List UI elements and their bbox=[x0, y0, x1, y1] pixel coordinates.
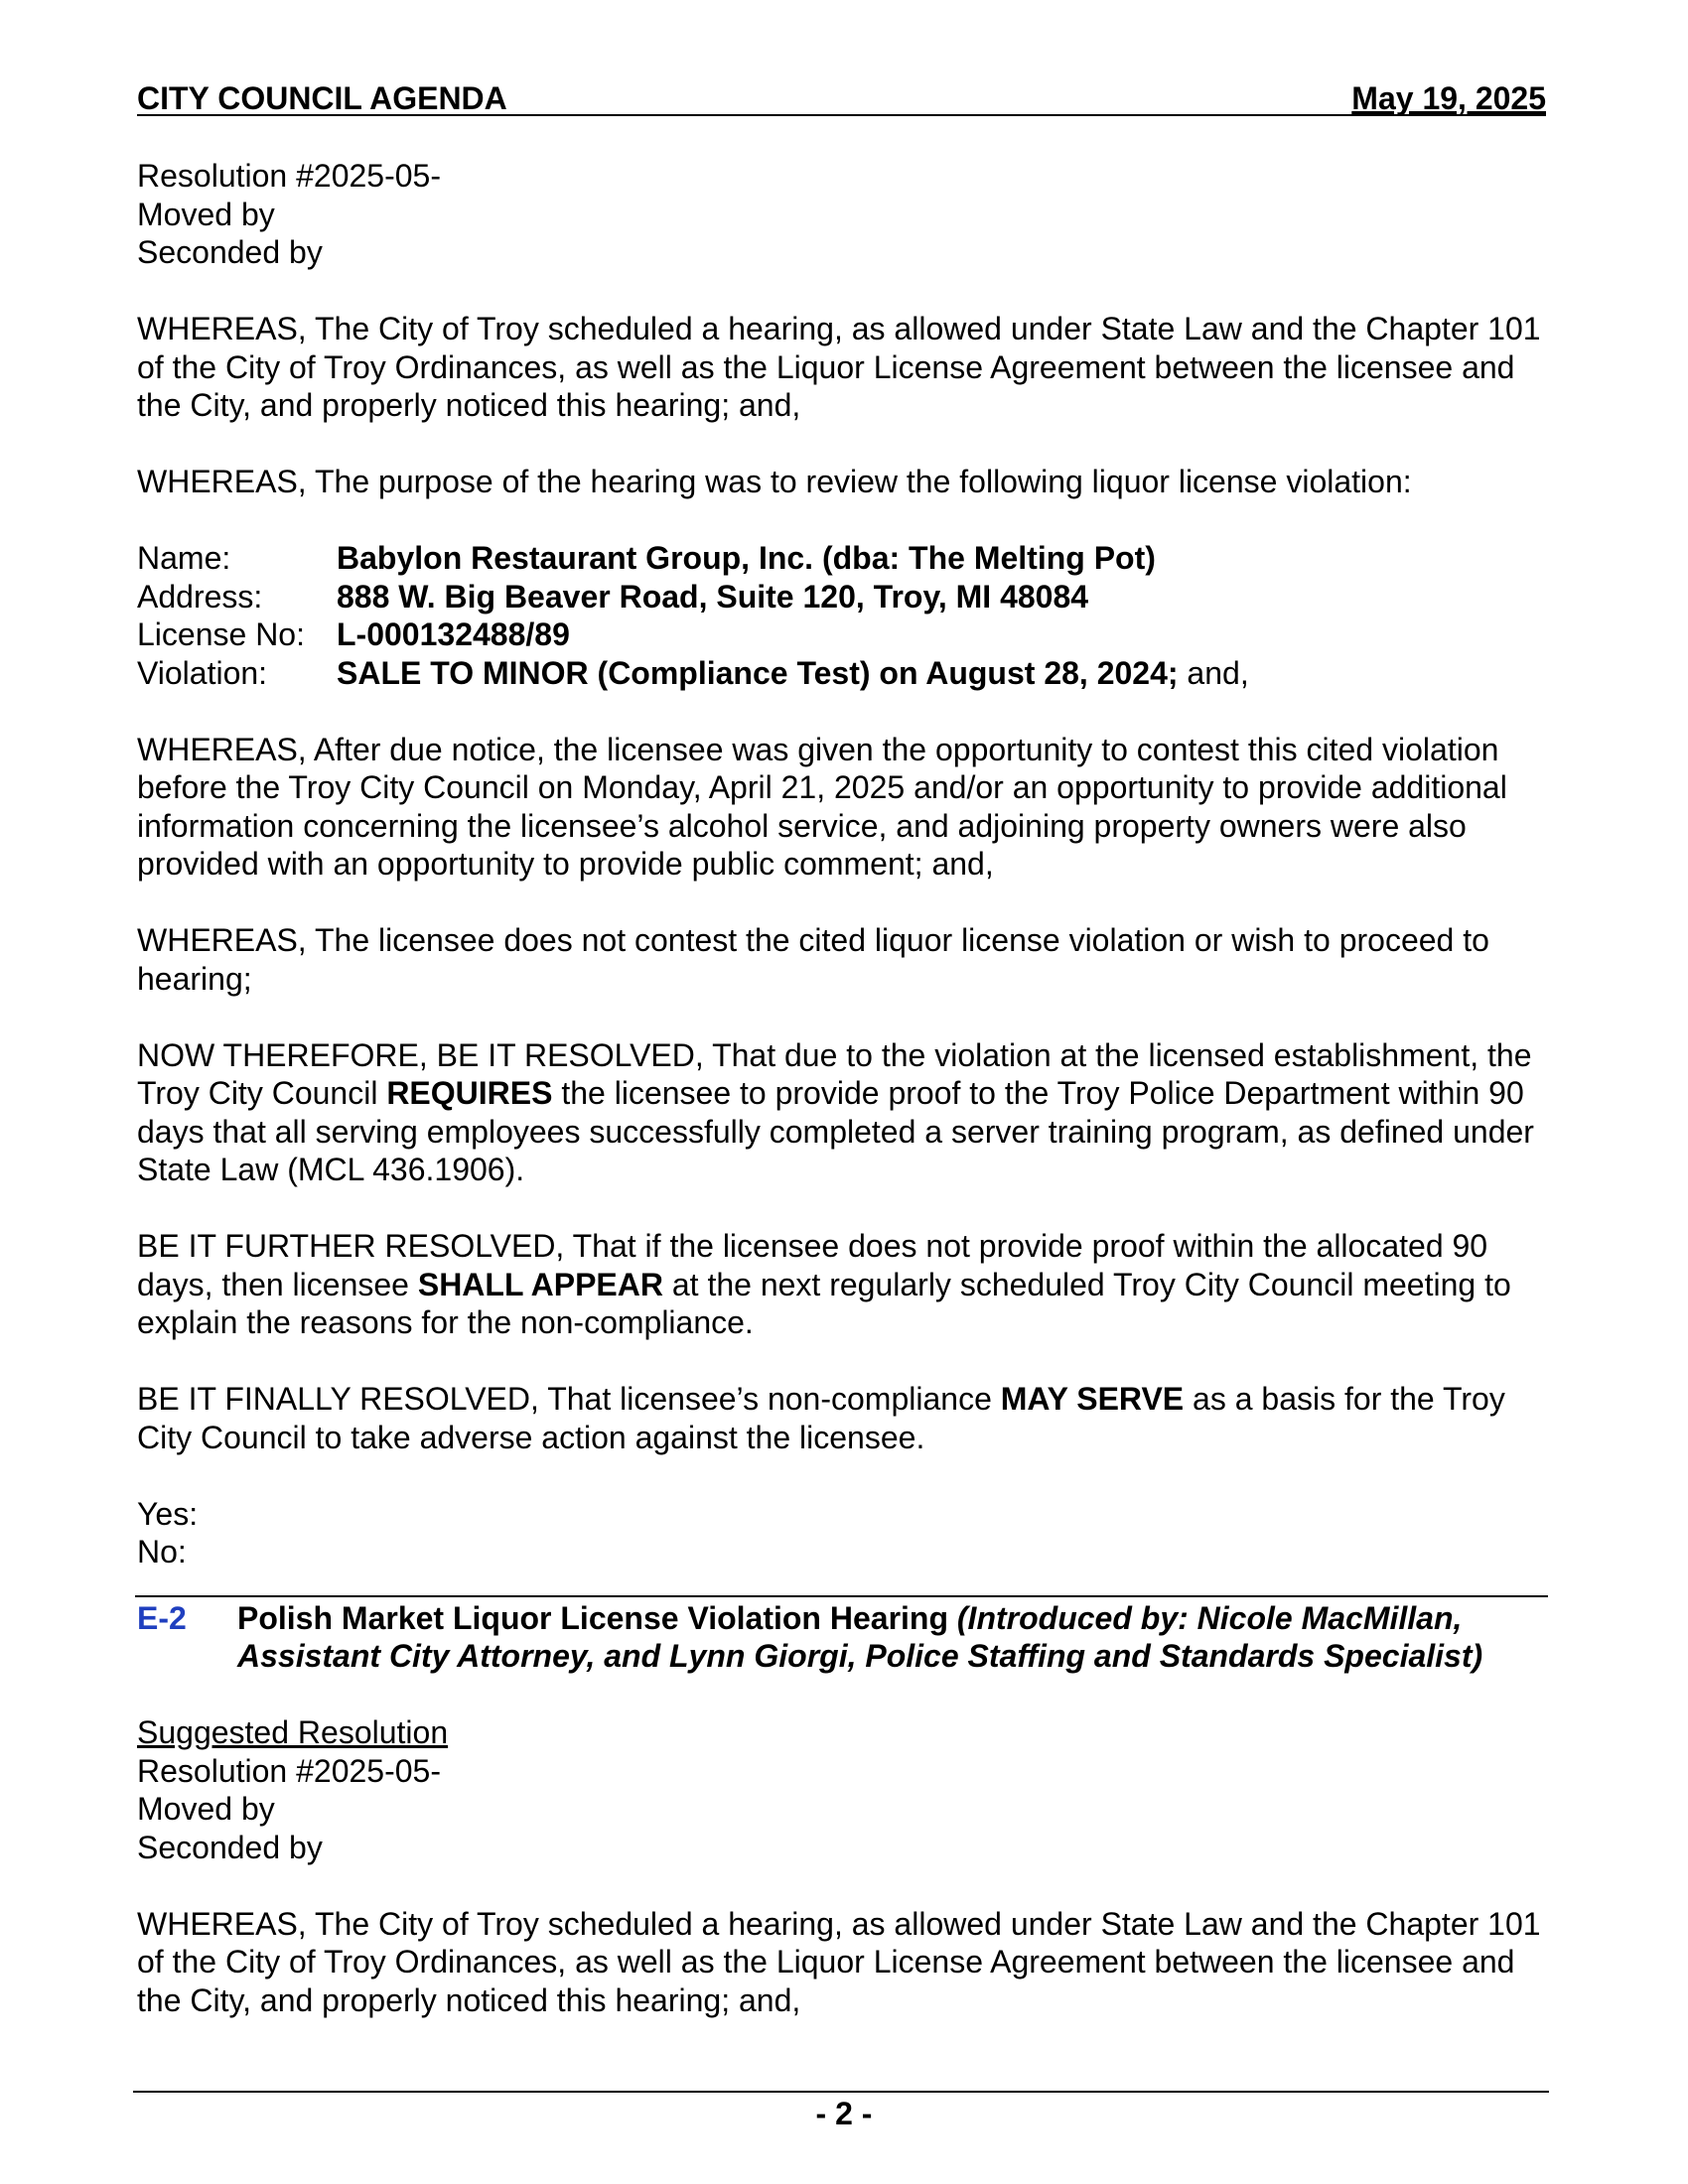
further-resolved-paragraph bbox=[137, 1227, 1546, 1342]
resolved-text: BE IT FURTHER RESOLVED, That if the licensee does not provide proof within the allocated 90 days, then licensee bbox=[137, 1228, 1488, 1302]
resolved-text: the licensee to provide proof to the Troy Police Department within 90 days that all serving employees successfully completed a server training program, as defined under State Law (MCL 436.1906). bbox=[137, 1075, 1534, 1187]
header-rule bbox=[137, 114, 1546, 116]
suggested-resolution-heading: Suggested Resolution bbox=[137, 1714, 449, 1750]
whereas-paragraph: WHEREAS, The purpose of the hearing was to review the following liquor license violation: bbox=[137, 464, 1412, 499]
license-value: L-000132488/89 bbox=[337, 616, 570, 652]
item-divider bbox=[135, 1595, 1548, 1597]
violation-value: SALE TO MINOR (Compliance Test) on August 28, 2024; bbox=[337, 654, 1179, 691]
violation-cell bbox=[337, 654, 1249, 693]
whereas-paragraph: WHEREAS, The City of Troy scheduled a hearing, as allowed under State Law and the Chapter 101 of the City of Troy Ordinances, as well as the Liquor License Agreement between the licensee and the City, and properly noticed this hearing; and, bbox=[137, 1905, 1541, 2018]
header-title: CITY COUNCIL AGENDA bbox=[137, 80, 507, 116]
resolution-number: Resolution #2025-05- bbox=[137, 158, 441, 194]
moved-by: Moved by bbox=[137, 1791, 275, 1827]
whereas-paragraph: WHEREAS, The licensee does not contest the cited liquor license violation or wish to proceed to hearing; bbox=[137, 922, 1489, 997]
resolved-text: at the next regularly scheduled Troy City Council meeting to explain the reasons for the non-compliance. bbox=[137, 1266, 1511, 1340]
resolved-emphasis: SHALL APPEAR bbox=[417, 1266, 663, 1302]
license-label: License No: bbox=[137, 616, 305, 652]
finally-resolved-paragraph bbox=[137, 1380, 1546, 1456]
vote-no: No: bbox=[137, 1534, 187, 1570]
page-header bbox=[137, 79, 1546, 119]
name-label: Name: bbox=[137, 540, 231, 576]
header-date: May 19, 2025 bbox=[1351, 80, 1546, 116]
resolved-text: NOW THEREFORE, BE IT RESOLVED, That due to the violation at the licensed establishment, the Troy City Council bbox=[137, 1036, 1532, 1111]
resolved-paragraph bbox=[137, 1036, 1546, 1189]
document-body bbox=[137, 157, 1546, 2019]
page-number: - 2 - bbox=[815, 2096, 873, 2131]
resolved-text: as a basis for the Troy City Council to take adverse action against the licensee. bbox=[137, 1381, 1505, 1455]
seconded-by: Seconded by bbox=[137, 1829, 323, 1865]
resolved-text: BE IT FINALLY RESOLVED, That licensee’s non-compliance bbox=[137, 1381, 1001, 1417]
resolution-number: Resolution #2025-05- bbox=[137, 1752, 441, 1789]
whereas-paragraph: WHEREAS, The City of Troy scheduled a hearing, as allowed under State Law and the Chapter 101 of the City of Troy Ordinances, as well as the Liquor License Agreement between the licensee and the City, and properly noticed this hearing; and, bbox=[137, 311, 1541, 423]
address-value: 888 W. Big Beaver Road, Suite 120, Troy, MI 48084 bbox=[337, 578, 1089, 614]
resolved-emphasis: REQUIRES bbox=[386, 1075, 553, 1111]
resolved-emphasis: MAY SERVE bbox=[1000, 1381, 1185, 1417]
whereas-paragraph: WHEREAS, After due notice, the licensee was given the opportunity to contest this cited violation before the Troy City Council on Monday, April 21, 2025 and/or an opportunity to provide additional information concerning the licensee’s alcohol service, and adjoining property owners were also provided with an opportunity to provide public comment; and, bbox=[137, 731, 1507, 882]
item-title: Polish Market Liquor License Violation Hearing bbox=[237, 1599, 957, 1636]
address-label: Address: bbox=[137, 578, 263, 614]
item-number: E-2 bbox=[137, 1599, 187, 1636]
violation-details bbox=[137, 539, 1249, 692]
vote-yes: Yes: bbox=[137, 1495, 199, 1532]
violation-label: Violation: bbox=[137, 654, 268, 691]
name-value: Babylon Restaurant Group, Inc. (dba: The Melting Pot) bbox=[337, 540, 1156, 576]
footer-rule bbox=[133, 2091, 1549, 2093]
violation-suffix: and, bbox=[1178, 654, 1249, 691]
agenda-item-e2 bbox=[137, 1599, 1546, 1676]
item-introduced-by: (Introduced by: Nicole MacMillan, Assistant City Attorney, and Lynn Giorgi, Police Staffing and Standards Specialist) bbox=[237, 1599, 1483, 1674]
moved-by: Moved by bbox=[137, 196, 275, 232]
seconded-by: Seconded by bbox=[137, 234, 323, 270]
